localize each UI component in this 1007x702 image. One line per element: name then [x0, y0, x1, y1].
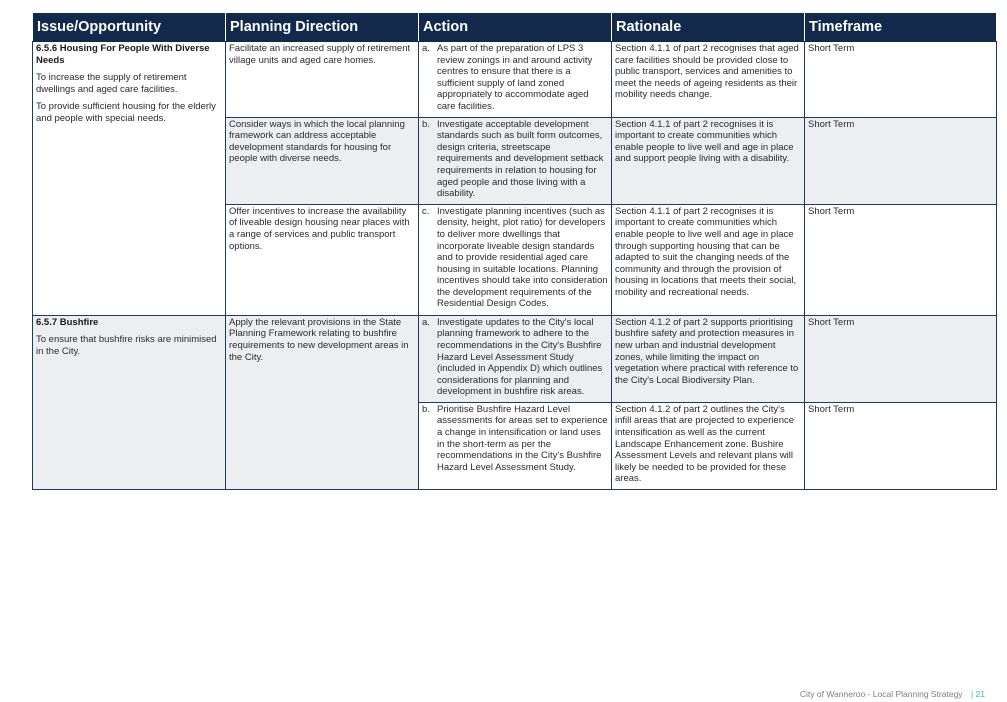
- timeframe-cell: Short Term: [805, 315, 997, 402]
- direction-cell: Facilitate an increased supply of retirement village units and aged care homes.: [226, 42, 419, 118]
- header-rationale: Rationale: [612, 13, 805, 42]
- table-row: [33, 42, 997, 118]
- header-row: [33, 13, 997, 42]
- rationale-cell: Section 4.1.1 of part 2 recognises that aged care facilities should be provided close to public transport, services and amenities to meet the needs of ageing residents as their mobility needs change.: [612, 42, 805, 118]
- header-issue: Issue/Opportunity: [33, 13, 226, 42]
- action-letter: a.: [422, 43, 430, 54]
- issue-paragraph: To ensure that bushfire risks are minimised in the City.: [36, 334, 217, 357]
- action-letter: a.: [422, 316, 430, 328]
- header-timeframe: Timeframe: [805, 13, 997, 42]
- action-letter: b.: [422, 403, 430, 415]
- footer-separator: |: [970, 689, 974, 699]
- action-cell: [419, 315, 612, 402]
- action-letter: c.: [422, 205, 430, 217]
- rationale-cell: Section 4.1.1 of part 2 recognises it is important to create communities which enable people to live well and age in place through supporting housing that can be adapted to suit the changing needs of the community and through the provision of housing in locations that meets their social, mobility and recreational needs.: [612, 204, 805, 315]
- issue-paragraph: To increase the supply of retirement dwellings and aged care facilities.: [36, 72, 187, 95]
- issue-paragraph: To provide sufficient housing for the elderly and people with special needs.: [36, 101, 216, 124]
- action-text: Investigate planning incentives (such as density, height, plot ratio) for developers to deliver more dwellings that incorporate liveable design standards and to provide residential aged care housing in suitable locations. Planning incentives should take into consideration the development requirements of the Residential Design Codes.: [437, 205, 608, 310]
- header-planning-direction: Planning Direction: [226, 13, 419, 42]
- table-row: [33, 315, 997, 402]
- page-number: 21: [975, 689, 985, 699]
- action-text: As part of the preparation of LPS 3 review zonings in and around activity centres to ensure that there is a sufficient supply of land zoned appropriately to accommodate aged care facilities.: [437, 43, 593, 112]
- issue-title: 6.5.7 Bushfire: [36, 316, 99, 328]
- strategy-table: [32, 12, 997, 490]
- page-footer: [800, 689, 985, 699]
- timeframe-cell: Short Term: [805, 204, 997, 315]
- rationale-cell: Section 4.1.2 of part 2 supports prioritising bushfire safety and protection measures in new urban and industrial development zones, while limiting the impact on vegetation where practical with reference to the City's Local Biodiversity Plan.: [612, 315, 805, 402]
- timeframe-cell: Short Term: [805, 402, 997, 489]
- timeframe-cell: Short Term: [805, 117, 997, 204]
- action-cell: [419, 42, 612, 118]
- direction-cell: Consider ways in which the local planning framework can address acceptable development standards for housing for people with diverse needs.: [226, 117, 419, 204]
- issue-cell-housing: [33, 42, 226, 316]
- footer-document-title: City of Wanneroo - Local Planning Strategy: [799, 689, 963, 699]
- direction-cell: Apply the relevant provisions in the State Planning Framework relating to bushfire requirements to new development areas in the City.: [226, 315, 419, 489]
- rationale-cell: Section 4.1.1 of part 2 recognises it is important to create communities which enable people to live well and age in place and support people living with a disability.: [612, 117, 805, 204]
- rationale-cell: Section 4.1.2 of part 2 outlines the City's infill areas that are projected to experience intensification as well as the current Landscape Enhancement zone. Bushire Assessment Levels and relevant plans will likely be needed to be provided for these areas.: [612, 402, 805, 489]
- action-cell: [419, 117, 612, 204]
- action-text: Investigate acceptable development standards such as built form outcomes, design criteria, streetscape requirements and development setback requirements in relation to housing for aged people and those living with a disability.: [437, 118, 604, 200]
- issue-cell-bushfire: [33, 315, 226, 489]
- header-action: Action: [419, 13, 612, 42]
- action-text: Prioritise Bushfire Hazard Level assessments for areas set to experience a change in intensification or land uses in the short-term as per the recommendations in the City's Bushfire Hazard Level Assessment Study.: [437, 403, 608, 473]
- action-text: Investigate updates to the City's local planning framework to adhere to the recommendations in the City's Bushfire Hazard Level Assessment Study (included in Appendix D) which outlines considerations for planning and development in bushfire risk areas.: [437, 316, 603, 398]
- action-cell: [419, 402, 612, 489]
- direction-cell: Offer incentives to increase the availability of liveable design housing near places with a range of services and public transport options.: [226, 204, 419, 315]
- timeframe-cell: Short Term: [805, 42, 997, 118]
- action-letter: b.: [422, 118, 430, 130]
- action-cell: [419, 204, 612, 315]
- issue-title: 6.5.6 Housing For People With Diverse Needs: [36, 43, 210, 66]
